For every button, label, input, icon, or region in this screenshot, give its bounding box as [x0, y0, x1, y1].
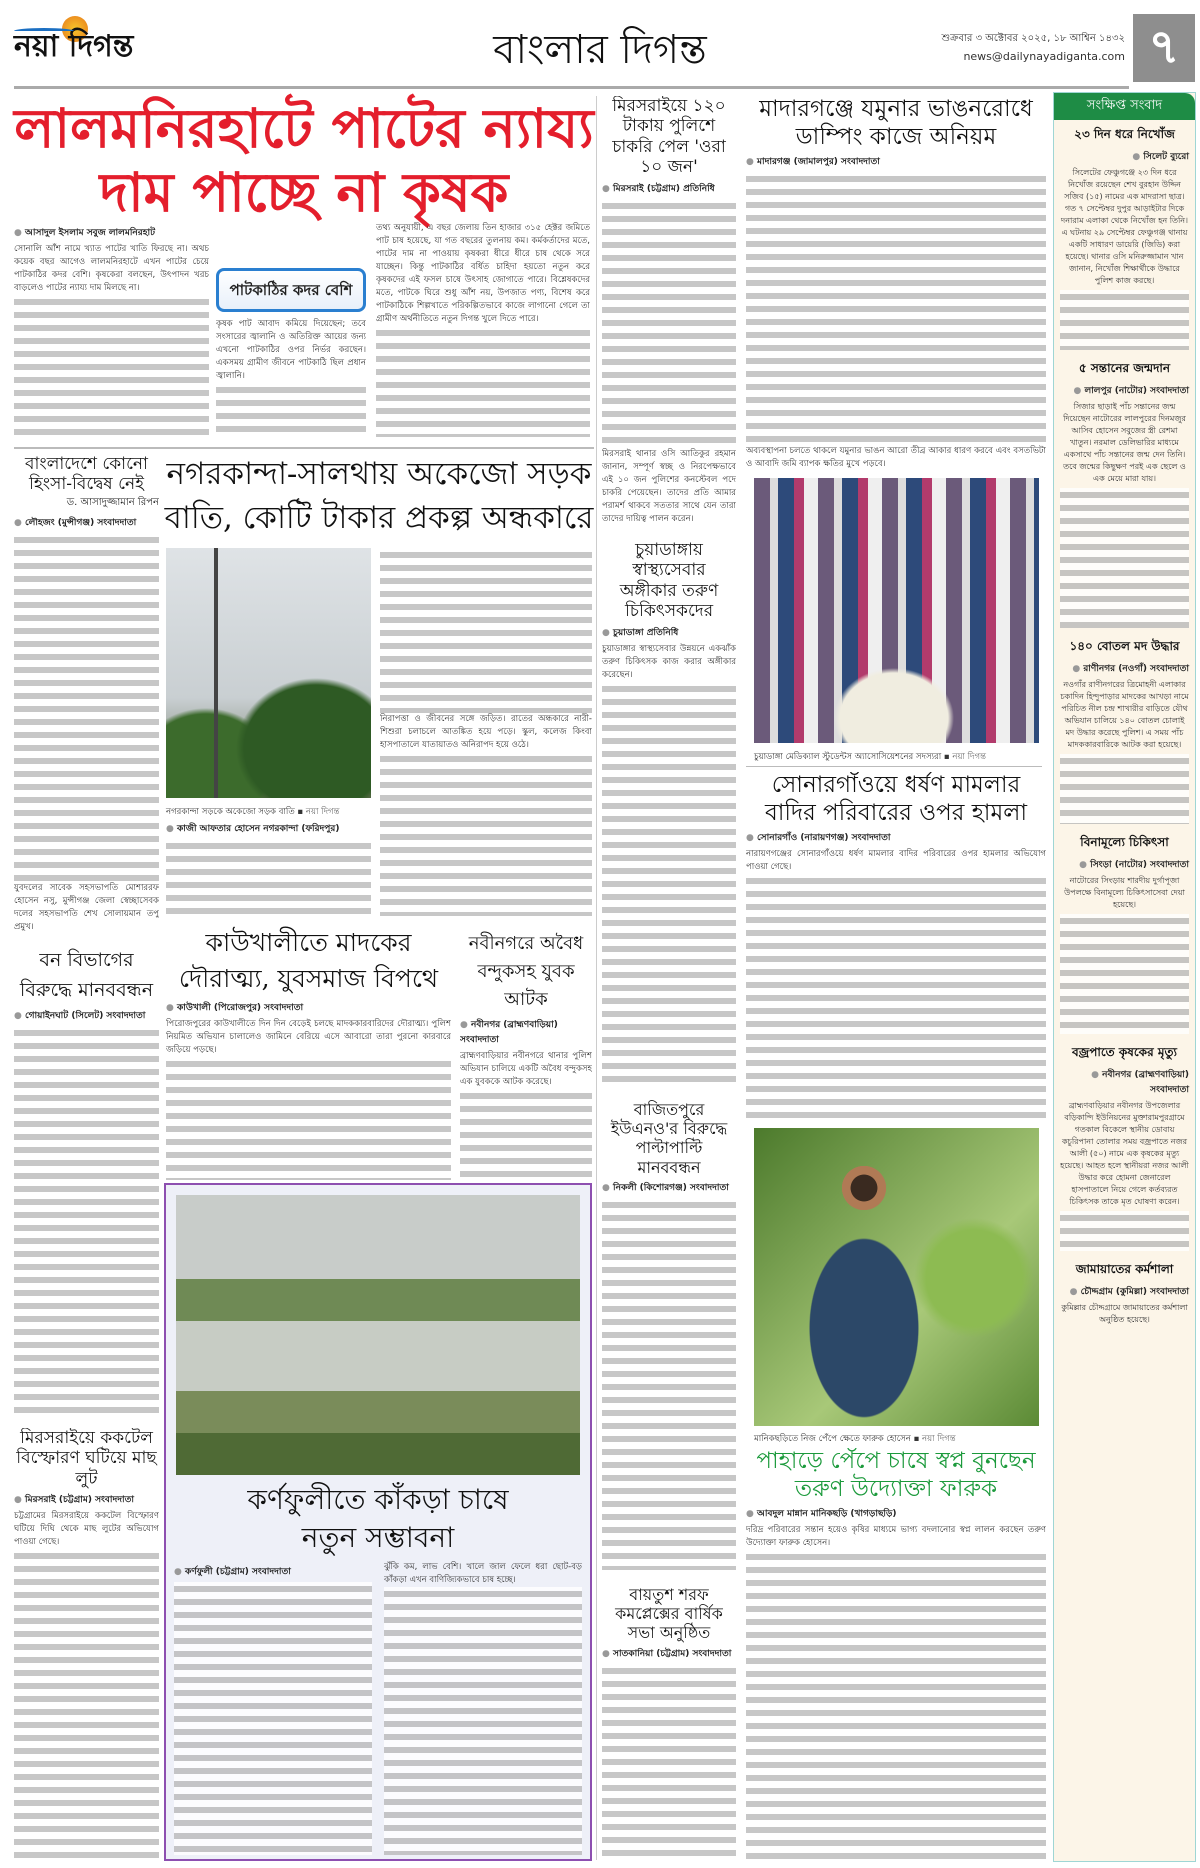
article-forest — [14, 945, 159, 1415]
article-body: পিরোজপুরের কাউখালীতে দিন দিন বেড়েই চলছে মাদককারবারিদের দৌরাত্ম্য। পুলিশ নিয়মিত অভিযান চালালেও জামিনে বেরিয়ে এসে আবারো তারা পুরনো কারবারে জড়িয়ে পড়ছে। — [166, 1019, 451, 1055]
lead-headline — [14, 96, 594, 224]
brief-news-item — [1054, 354, 1195, 632]
date: শুক্রবার ৩ অক্টোবর ২০২৫, ১৮ আশ্বিন ১৪৩২ — [941, 33, 1125, 44]
byline: ● নবীনগর (ব্রাহ্মণবাড়িয়া) সংবাদদাতা — [460, 1017, 592, 1047]
byline: ● গোয়াইনঘাট (সিলেট) সংবাদদাতা — [14, 1008, 159, 1023]
article-nagarkanda-right — [380, 548, 592, 916]
headline-line2: নতুন সম্ভাবনা — [301, 1521, 455, 1554]
headline: পাহাড়ে পেঁপে চাষে স্বপ্ন বুনছেন তরুণ উদ্যোক্তা ফারুক — [756, 1448, 1036, 1502]
byline: ● রাণীনগর (নওগাঁ) সংবাদদাতা — [1060, 661, 1189, 676]
lead-subhead-body — [216, 318, 366, 438]
byline: ● সোনারগাঁও (নারায়ণগঞ্জ) সংবাদদাতা — [746, 830, 1046, 845]
article-body: তথ্য অনুযায়ী, এ বছর জেলায় তিন হাজার ৩১৫ হেক্টর জমিতে পাট চাষ হয়েছে, যা গত বছরের তুলনায় কম। কর্মকর্তাদের মতে, পাটের দাম না পাওয়ায় কৃষকরা ধীরে ধীরে চাষ থেকে সরে যাচ্ছেন। কিন্তু পাটকাঠির বর্ধিত চাহিদা হয়তো নতুন করে কৃষকদের এই ফসল চাষে উৎসাহ জোগাতে পারে। বিশ্লেষকদের মতে, পাটকে ঘিরে শুধু আঁশ নয়, উপজাত পণ্য, বিশেষ করে পাটকাঠিকে শিল্পখাতে পরিকল্পিতভাবে কাজে লাগানো গেলে তা গ্রামীণ অর্থনীতিতে নতুন দিগন্ত খুলে দিতে পারে। — [376, 223, 590, 324]
brief-headline: বজ্রপাতে কৃষকের মৃত্যু — [1072, 1045, 1177, 1059]
papaya-farmer-photo — [754, 1128, 1039, 1426]
dateline — [900, 30, 1125, 66]
column-divider — [596, 96, 597, 1860]
brief-news-item — [1054, 1255, 1195, 1330]
headline: বন বিভাগের বিরুদ্ধে মানববন্ধন — [19, 949, 154, 1001]
headline: বায়তুশ শরফ কমপ্লেক্সের বার্ষিক সভা অনুষ্ঠিত — [615, 1585, 723, 1643]
article-body: কৃষক পাট আবাদ কমিয়ে দিয়েছেন; তবে সংসারের জ্বালানি ও অতিরিক্ত আয়ের জন্য এখনো পাটকাঠির ওপর নির্ভর করছেন। একসময় গ্রামীণ জীবনে পাটকাঠি ছিল প্রধান জ্বালানি। — [216, 319, 366, 381]
photo-caption: চুয়াডাঙ্গা মেডিক্যাল স্টুডেন্টস অ্যাসোসিয়েশনের সদস্যরা ▪ নয়া দিগন্ত — [754, 752, 986, 762]
page-number: ৭ — [1133, 14, 1195, 82]
article-sonargaon — [746, 772, 1046, 1122]
divider — [746, 766, 1042, 767]
article-mirsarai-fish — [14, 1428, 159, 1860]
headline: বাজিতপুরে ইউএনও'র বিরুদ্ধে পাল্টাপাল্টি মানববন্ধন — [610, 1100, 728, 1177]
article-kaukhali — [166, 925, 451, 1180]
article-nabinagar — [460, 930, 592, 1180]
byline: ● সাতকানিয়া (চট্টগ্রাম) সংবাদদাতা — [602, 1646, 736, 1661]
article-body: ঝুঁকি কম, লাভ বেশি। খালে জাল ফেলে ধরা ছোট-বড় কাঁকড়া এখন বাণিজ্যিকভাবে চাষ হচ্ছে। — [384, 1562, 582, 1585]
byline: ● কর্ণফুলী (চট্টগ্রাম) সংবাদদাতা — [174, 1564, 372, 1579]
brief-news-sidebar — [1053, 92, 1196, 1862]
section-title: বাংলার দিগন্ত — [493, 27, 707, 73]
article-mirsarai-police — [602, 96, 736, 526]
byline: ● মাদারগঞ্জ (জামালপুর) সংবাদদাতা — [746, 154, 1046, 169]
headline: মিরসরাইয়ে ১২০ টাকায় পুলিশে চাকরি পেল 'ওরা ১০ জন' — [612, 96, 726, 178]
lead-article — [14, 222, 209, 437]
headline: বাংলাদেশে কোনো হিংসা-বিদ্বেষ নেই — [25, 454, 148, 495]
feature-box-karnaphuli — [164, 1183, 592, 1861]
byline: ● কাউখালী (পিরোজপুর) সংবাদদাতা — [166, 1000, 451, 1015]
brief-body: কুমিল্লার চৌদ্দগ্রামে জামায়াতের কর্মশালা অনুষ্ঠিত হয়েছে। — [1061, 1303, 1188, 1324]
article-bajitpur — [602, 1100, 736, 1570]
article-bangladesh — [14, 454, 159, 934]
headline-line1: নগরকান্দা-সালথায় অকেজো সড়ক — [166, 456, 592, 492]
group-photo — [754, 478, 1039, 743]
pond-photo — [176, 1195, 580, 1475]
byline: ● মিরসরাই (চট্টগ্রাম) সংবাদদাতা — [14, 1492, 159, 1507]
brief-news-item — [1054, 828, 1195, 1038]
newspaper-logo: নয়া দিগন্ত — [14, 22, 214, 74]
article-nagarkanda — [166, 818, 371, 918]
byline: ● লালপুর (নাটোর) সংবাদদাতা — [1060, 383, 1189, 398]
article-baitush — [602, 1585, 736, 1860]
headline: মাদারগঞ্জে যমুনার ভাঙনরোধে ডাম্পিং কাজে অনিয়ম — [759, 96, 1033, 150]
brief-headline: ১৪০ বোতল মদ উদ্ধার — [1069, 639, 1180, 653]
street-light-photo — [166, 548, 371, 798]
article-body: সোনালি আঁশ নামে খ্যাত পাটের খাতি ফিরছে না। অথচ কয়েক বছর আগেও লালমনিরহাটে এখন পাটের চেয়ে পাটকাঠির কদর বেশি। কৃষকেরা বলছেন, উৎপাদন খরচ বাড়লেও পাটের ন্যায্য দাম মিলছে না। — [14, 244, 209, 293]
brief-news-item — [1054, 120, 1195, 354]
brief-body: নওগাঁর রাণীনগরের ত্রিমোহনী এলাকার চকাদিন হিন্দুপাড়ার মাদকের আখড়া নামে পরিচিত নীল চন্দ্র শাখারীর বাড়িতে যৌথ অভিযান চালিয়ে ১৪০ বোতল চোলাই মদ উদ্ধার করেছে পুলিশ। এ সময় পাঁচ মাদককারবারিকে আটক করা হয়েছে। — [1060, 680, 1189, 749]
headline: মিরসরাইয়ে ককটেল বিস্ফোরণ ঘটিয়ে মাছ লুট — [16, 1428, 157, 1489]
headline-line1: কর্ণফুলীতে কাঁকড়া চাষে — [247, 1483, 509, 1516]
byline: ● নিকলী (কিশোরগঞ্জ) সংবাদদাতা — [602, 1180, 736, 1195]
sidebar-title: সংক্ষিপ্ত সংবাদ — [1054, 93, 1195, 120]
subhead-box: পাটকাঠির কদর বেশি — [216, 268, 366, 312]
article-body: দরিদ্র পরিবারের সন্তান হয়েও কৃষির মাধ্যমে ভাগ্য বদলানোর স্বপ্ন লালন করছেন তরুণ উদ্যোক্তা ফারুক হোসেন। — [746, 1525, 1046, 1549]
brief-headline: ৫ সন্তানের জন্মদান — [1078, 361, 1171, 375]
article-body: চুয়াডাঙ্গার স্বাস্থ্যসেবার উন্নয়নে একঝাঁক তরুণ চিকিৎসক কাজ করার অঙ্গীকার করেছেন। — [602, 643, 736, 680]
brief-body: সিলেটের ফেঞ্চুগঞ্জে ২৩ দিন ধরে নিখোঁজ রয়েছেন শেখ বুরহান উদ্দিন সজিব (১৫) নামের এক মাদরাসা ছাত্র। গত ৭ সেপ্টেম্বর দুপুর আড়াইটার দিকে দনারাম এলাকা থেকে নিখোঁজ হন তিনি। এ ঘটনায় ২৯ সেপ্টেম্বর ফেঞ্চুগঞ্জ থানায় একটি সাধারণ ডায়েরি (জিডি) করা হয়েছে। থানার ওসি মনিরুজ্জামান খান জানান, নিখোঁজ শিক্ষার্থীকে উদ্ধারে পুলিশ কাজ করছে। — [1061, 168, 1188, 285]
brief-body: ব্রাহ্মণবাড়িয়ার নবীনগর উপজেলার বড়িকান্দি ইউনিয়নের মুক্তারামপুরগ্রামে গতকাল বিকেলে স্থানীয় ডোবায় কচুরিপানা তোলার সময় বজ্রপাতে নজর আলী (৫০) নামে এক কৃষকের মৃত্যু হয়েছে। আহত হলে স্থানীয়রা নজর আলী উদ্ধার করে হোমনা জেনারেল হাসপাতালে নিয়ে গেলে কর্তব্যরত চিকিৎসক তাকে মৃত ঘোষণা করেন। — [1060, 1101, 1189, 1206]
photo-caption: নগরকান্দা সড়কে অকেজো সড়ক বাতি ▪ নয়া দিগন্ত — [166, 807, 340, 817]
article-body: যুবদলের সাবেক সহসভাপতি মোশাররফ হোসেন নসু, মুন্সীগঞ্জ জেলা স্বেচ্ছাসেবক দলের সহসভাপতি শেখ সোলায়মান তপু প্রমুখ। — [14, 883, 159, 932]
lead-headline-line1: লালমনিরহাটে পাটের ন্যায্য — [14, 96, 594, 160]
article-chuadanga — [602, 540, 736, 1085]
brief-headline: ২৩ দিন ধরে নিখোঁজ — [1074, 127, 1175, 141]
byline: ● চুয়াডাঙ্গা প্রতিনিধি — [602, 625, 736, 640]
headline-line2: বাতি, কোটি টাকার প্রকল্প অন্ধকারে — [164, 500, 594, 536]
article-body: ব্রাহ্মণবাড়িয়ার নবীনগরে থানার পুলিশ অভিযান চালিয়ে একটি অবৈধ বন্দুকসহ এক যুবককে আটক করেছে। — [460, 1051, 592, 1087]
headline: সোনারগাঁওয়ে ধর্ষণ মামলার বাদির পরিবারের ওপর হামলা — [764, 772, 1028, 826]
lead-headline-line2: দাম পাচ্ছে না কৃষক — [99, 160, 509, 224]
brief-headline: বিনামূল্যে চিকিৎসা — [1080, 835, 1169, 849]
byline: ● সিলেট ব্যুরো — [1060, 149, 1189, 164]
article-body: মিরসরাই থানার ওসি আতিকুর রহমান জানান, সম্পূর্ণ স্বচ্ছ ও নিরপেক্ষভাবে এই ১০ জন পুলিশের কনস্টেবল পদে চাকরি পেয়েছেন। তাদের প্রতি আমার পরামর্শ থাকবে সততার সাথে যেন তারা তাদের দায়িত্ব পালন করেন। — [602, 449, 736, 524]
brief-body: নাটোরের সিংড়ায় শারদীয় দুর্গাপূজা উপলক্ষে বিনামূল্যে চিকিৎসাসেবা দেয়া হয়েছে। — [1064, 876, 1185, 909]
article-body: অব্যবস্থাপনা চলতে থাকলে যমুনার ভাঙন আরো তীব্র আকার ধারণ করবে এবং বসতভিটা ও আবাদি জমি ব্যাপক ক্ষতির মুখে পড়বে। — [746, 446, 1046, 469]
photo-caption: মানিকছড়িতে নিজ পেঁপে ক্ষেতে ফারুক হোসেন ▪ নয়া দিগন্ত — [754, 1434, 956, 1444]
brief-body: সিজার ছাড়াই পাঁচ সন্তানের জন্ম দিয়েছেন নাটোরের লালপুরের দিনমজুর আসিব হোসেন সবুজের স্ত্রী রেশমা খাতুন। নরমাল ডেলিভারির মাধ্যমে একসাথে পাঁচ সন্তানের জন্ম দেন তিনি। তবে জন্মের কিছুক্ষণ পরই এক ছেলে ও এক মেয়ে মারা যায়। — [1063, 402, 1186, 483]
byline: ● সিংড়া (নাটোর) সংবাদদাতা — [1060, 857, 1189, 872]
brief-headline: জামায়াতের কর্মশালা — [1075, 1262, 1174, 1276]
byline: ● কাজী আফতার হোসেন নগরকান্দা (ফরিদপুর) — [166, 821, 371, 836]
byline: ● মিরসরাই (চট্টগ্রাম) প্রতিনিধি — [602, 181, 736, 196]
lead-body-right — [376, 222, 590, 437]
article-body: নিরাপত্তা ও জীবনের সঙ্গে জড়িত। রাতের অন্ধকারে নারী-শিশুরা চলাচলে আতঙ্কিত হয়ে পড়ে। স্কুল, কলেজ কিংবা হাসপাতালে যাতায়াতও অনিরাপদ হয়ে ওঠে। — [380, 713, 592, 750]
article-body: চট্টগ্রামের মিরসরাইয়ে ককটেল বিস্ফোরণ ঘটিয়ে দিঘি থেকে মাছ লুটের অভিযোগ পাওয়া গেছে। — [14, 1511, 159, 1548]
byline: ● লৌহজং (মুন্সীগঞ্জ) সংবাদদাতা — [14, 515, 159, 530]
byline: ● আসাদুল ইসলাম সবুজ লালমনিরহাট — [14, 225, 209, 240]
article-madarganj — [746, 96, 1046, 471]
headline: নবীনগরে অবৈধ বন্দুকসহ যুবক আটক — [468, 933, 584, 1010]
email: news@dailynayadiganta.com — [963, 50, 1125, 63]
brief-news-item — [1054, 1038, 1195, 1255]
headline: কাউখালীতে মাদকের দৌরাত্ম্য, যুবসমাজ বিপথে — [178, 928, 439, 993]
article-papaya — [746, 1448, 1046, 1860]
article-body: নারায়ণগঞ্জের সোনারগাঁওয়ে ধর্ষণ মামলার বাদির পরিবারের ওপর হামলার অভিযোগ পাওয়া গেছে। — [746, 849, 1046, 873]
speaker-name: ড. আসাদুজ্জামান রিপন — [66, 496, 159, 508]
nagarkanda-headline — [164, 452, 594, 540]
byline: ● চৌদ্দগ্রাম (কুমিল্লা) সংবাদদাতা — [1060, 1284, 1189, 1299]
headline: চুয়াডাঙ্গায় স্বাস্থ্যসেবার অঙ্গীকার তরুণ চিকিৎসকদের — [619, 540, 719, 622]
byline: ● নবীনগর (ব্রাহ্মণবাড়িয়া) সংবাদদাতা — [1060, 1067, 1189, 1097]
divider — [14, 447, 594, 449]
byline: ● আবদুল মান্নান মানিকছড়ি (খাগড়াছড়ি) — [746, 1506, 1046, 1521]
brief-news-item — [1054, 632, 1195, 828]
header-rule — [14, 86, 1129, 89]
